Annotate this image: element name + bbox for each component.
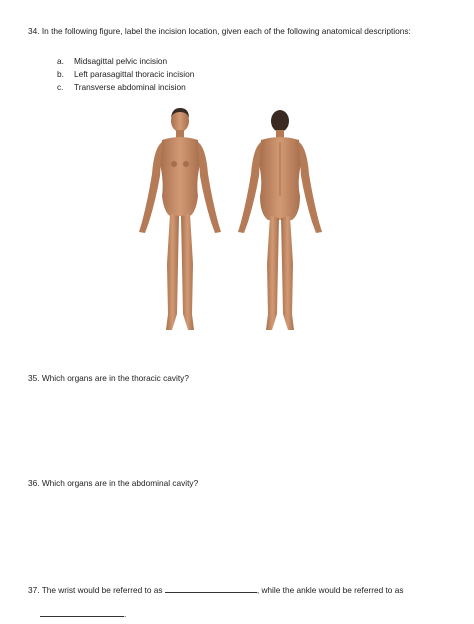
list-text: Transverse abdominal incision: [74, 82, 186, 92]
anatomical-figure: [120, 104, 340, 344]
list-item: [57, 56, 167, 66]
question-34: 34. In the following figure, label the incision location, given each of the following anatomical descriptions:: [28, 26, 411, 36]
list-item: [57, 82, 186, 92]
list-marker: c.: [57, 82, 64, 92]
ankle-answer-blank[interactable]: [40, 607, 127, 619]
list-text: Midsagittal pelvic incision: [74, 56, 168, 66]
question-36: 36. Which organs are in the abdominal cavity?: [28, 478, 199, 488]
question-35: 35. Which organs are in the thoracic cavity?: [28, 373, 189, 383]
list-item: [57, 69, 194, 79]
list-marker: b.: [57, 69, 64, 79]
list-marker: a.: [57, 56, 64, 66]
list-text: Left parasagittal thoracic incision: [74, 69, 195, 79]
question-37-part1: 37. The wrist would be referred to as: [28, 585, 163, 595]
anterior-view-figure: [139, 108, 221, 330]
question-37-end: .: [124, 609, 127, 619]
question-37-continued: [40, 607, 126, 619]
wrist-answer-blank[interactable]: [165, 583, 257, 593]
question-37-part2: , while the ankle would be referred to as: [256, 585, 404, 595]
question-37: [28, 583, 404, 595]
posterior-view-figure: [238, 110, 322, 330]
